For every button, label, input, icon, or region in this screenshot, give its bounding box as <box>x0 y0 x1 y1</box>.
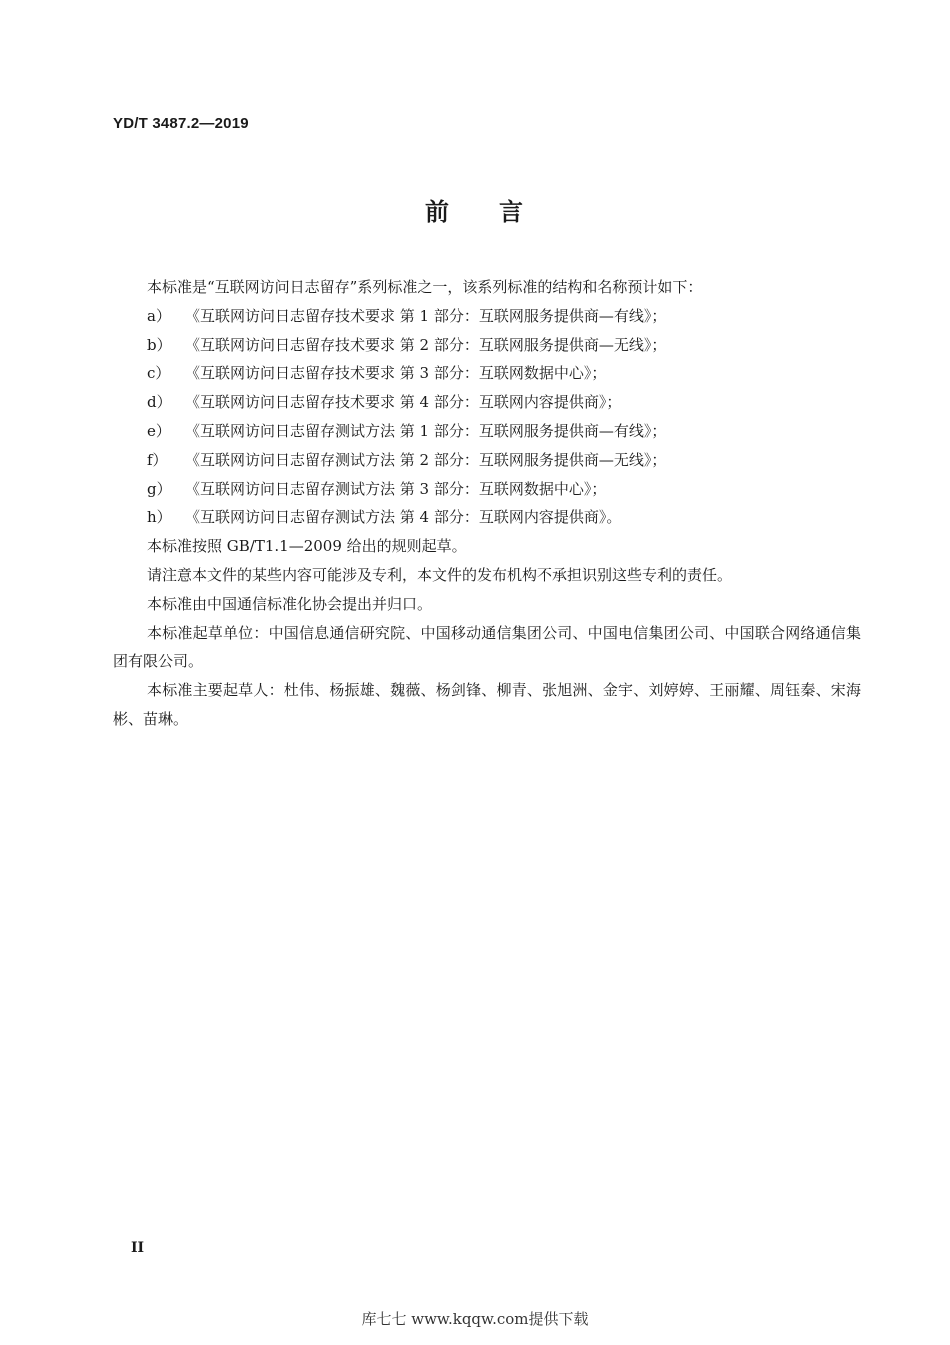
list-item-label: d） <box>147 393 172 412</box>
list-item-label: c） <box>147 364 171 383</box>
page-title <box>0 192 950 227</box>
document-code: YD/T 3487.2—2019 <box>113 115 249 132</box>
list-item-label: h） <box>147 508 172 527</box>
list-item-text: 《互联网访问日志留存测试方法 第 2 部分：互联网服务提供商—无线》； <box>185 450 667 469</box>
list-item-label: e） <box>147 421 171 440</box>
list-item-text: 《互联网访问日志留存技术要求 第 4 部分：互联网内容提供商》； <box>185 393 622 412</box>
list-item <box>113 331 861 360</box>
list-item <box>113 359 861 388</box>
download-footer: 库七七 www.kqqw.com提供下载 <box>361 1310 589 1328</box>
list-item <box>113 503 861 532</box>
list-item-label: b） <box>147 335 172 354</box>
list-item-text: 《互联网访问日志留存测试方法 第 3 部分：互联网数据中心》； <box>185 479 607 498</box>
list-item-label: g） <box>147 479 172 498</box>
list-item-text: 《互联网访问日志留存技术要求 第 1 部分：互联网服务提供商—有线》； <box>185 306 667 325</box>
drafting-units-paragraph: 本标准起草单位：中国信息通信研究院、中国移动通信集团公司、中国电信集团公司、中国联合网络通信集团有限公司。 <box>113 623 861 671</box>
page-number: II <box>131 1240 145 1256</box>
list-item-text: 《互联网访问日志留存技术要求 第 2 部分：互联网服务提供商—无线》； <box>185 335 667 354</box>
list-item-text: 《互联网访问日志留存测试方法 第 1 部分：互联网服务提供商—有线》； <box>185 421 667 440</box>
list-item <box>113 475 861 504</box>
list-item-text: 《互联网访问日志留存测试方法 第 4 部分：互联网内容提供商》。 <box>185 508 622 527</box>
list-item-text: 《互联网访问日志留存技术要求 第 3 部分：互联网数据中心》； <box>185 364 607 383</box>
title-char-2: 言 <box>499 198 525 226</box>
list-item <box>113 388 861 417</box>
list-item <box>113 417 861 446</box>
drafters-paragraph: 本标准主要起草人：杜伟、杨振雄、魏薇、杨剑锋、柳青、张旭洲、金宇、刘婷婷、王丽耀、周钰秦、宋海彬、苗琳。 <box>113 681 861 728</box>
foreword-body <box>113 273 861 734</box>
proposer-paragraph: 本标准由中国通信标准化协会提出并归口。 <box>147 594 433 613</box>
patent-notice-paragraph: 请注意本文件的某些内容可能涉及专利，本文件的发布机构不承担识别这些专利的责任。 <box>147 565 733 584</box>
intro-paragraph: 本标准是“互联网访问日志留存”系列标准之一，该系列标准的结构和名称预计如下： <box>147 278 703 296</box>
list-item-label: a） <box>147 306 171 325</box>
list-item-label: f） <box>147 450 168 469</box>
list-item <box>113 302 861 331</box>
title-char-1: 前 <box>425 198 451 226</box>
drafting-rule-paragraph: 本标准按照 GB/T1.1—2009 给出的规则起草。 <box>147 537 467 556</box>
list-item <box>113 446 861 475</box>
